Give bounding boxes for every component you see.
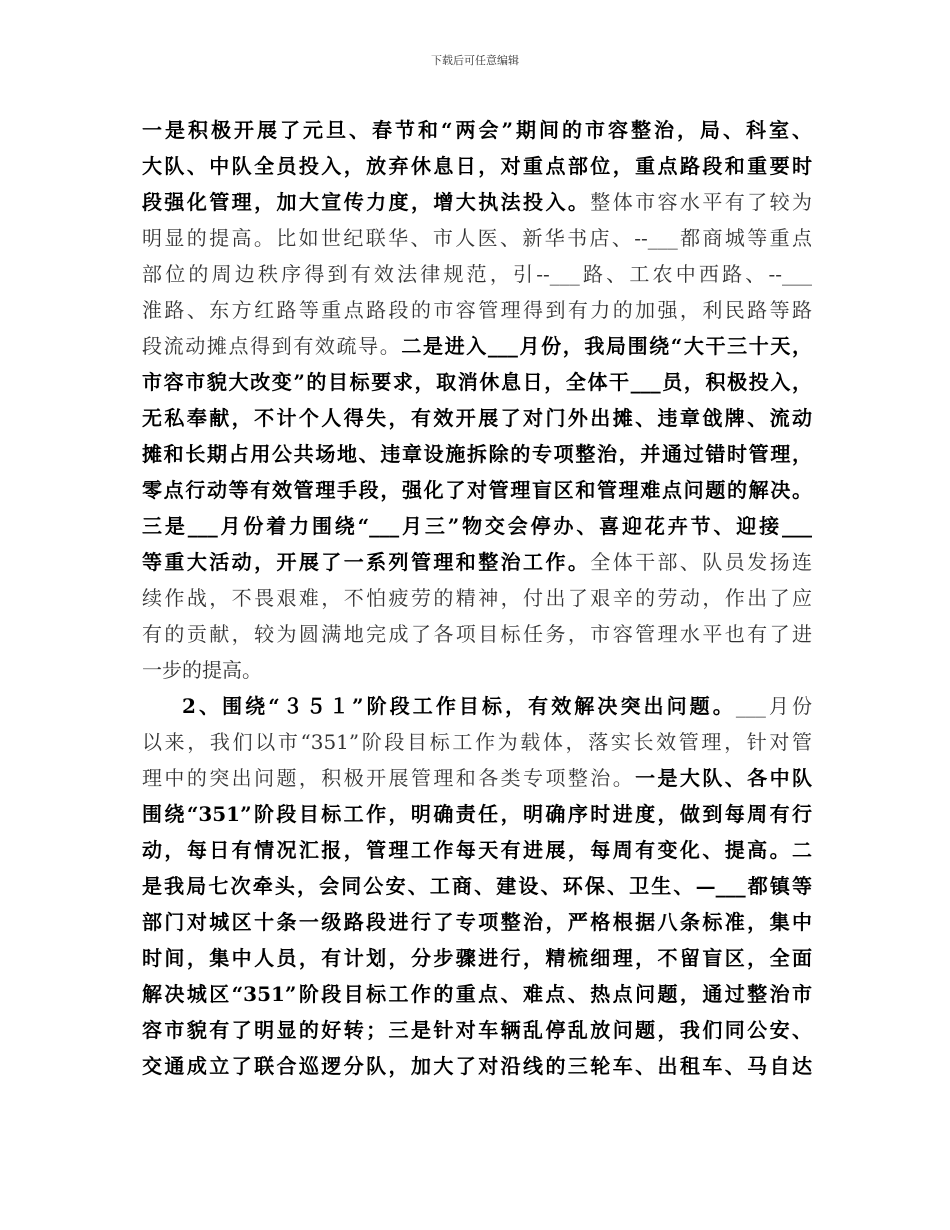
text-segment: 理中的突出问题，积极开展管理和各类专项整治。 [142, 766, 636, 790]
text-line [142, 652, 812, 688]
text-segment: 一步的提高。 [142, 658, 262, 682]
text-line [142, 292, 812, 328]
text-line [142, 832, 812, 868]
bold-text-segment: 市容市貌大改变”的目标要求，取消休息日，全体干___员，积极投入， [142, 370, 812, 394]
text-line [142, 256, 812, 292]
text-line [142, 724, 812, 760]
bold-text-segment: 动，每日有情况汇报，管理工作每天有进展，每周有变化、提高。二 [142, 838, 812, 862]
bold-text-segment: 三是___月份着力围绕“___月三”物交会停办、喜迎花卉节、迎接___ [142, 514, 812, 538]
text-line [142, 328, 812, 364]
bold-text-segment: 交通成立了联合巡逻分队，加大了对沿线的三轮车、出租车、马自达 [142, 1054, 812, 1078]
text-line [142, 112, 812, 148]
text-segment: 淮路、东方红路等重点路段的市容管理得到有力的加强，利民路等路 [142, 298, 812, 322]
text-line [142, 544, 812, 580]
text-line [142, 436, 812, 472]
text-line [142, 400, 812, 436]
bold-text-segment: 二是进入___月份，我局围绕“大干三十天， [401, 334, 813, 358]
text-line [142, 1012, 812, 1048]
text-line [142, 796, 812, 832]
text-segment: 部位的周边秩序得到有效法律规范，引--___路、工农中西路、--___ [142, 262, 812, 286]
bold-text-segment: 大队、中队全员投入，放弃休息日，对重点部位，重点路段和重要时 [142, 154, 812, 178]
bold-text-segment: 无私奉献，不计个人得失，有效开展了对门外出摊、违章戗牌、流动 [142, 406, 812, 430]
text-line [142, 688, 812, 724]
text-line [142, 1048, 812, 1084]
text-line [142, 148, 812, 184]
text-line [142, 616, 812, 652]
text-line [142, 940, 812, 976]
bold-text-segment: 时间，集中人员，有计划，分步骤进行，精梳细理，不留盲区，全面 [142, 946, 812, 970]
bold-text-segment: 段强化管理，加大宣传力度，增大执法投入。 [142, 190, 591, 214]
text-segment: 明显的提高。比如世纪联华、市人医、新华书店、--___都商城等重点 [142, 226, 812, 250]
text-line [142, 364, 812, 400]
text-line [142, 184, 812, 220]
bold-text-segment: 部门对城区十条一级路段进行了专项整治，严格根据八条标准，集中 [142, 910, 812, 934]
text-segment: 续作战，不畏艰难，不怕疲劳的精神，付出了艰辛的劳动，作出了应 [142, 586, 812, 610]
text-line [142, 220, 812, 256]
document-body [142, 112, 812, 1084]
text-segment: 有的贡献，较为圆满地完成了各项目标任务，市容管理水平也有了进 [142, 622, 812, 646]
text-line [142, 508, 812, 544]
text-line [142, 472, 812, 508]
bold-text-segment: 围绕“351”阶段目标工作，明确责任，明确序时进度，做到每周有行 [142, 802, 812, 826]
bold-text-segment: 一是积极开展了元旦、春节和“两会”期间的市容整治，局、科室、 [142, 118, 812, 142]
bold-text-segment: 2、围绕“３５１”阶段工作目标，有效解决突出问题。 [182, 694, 736, 718]
text-line [142, 904, 812, 940]
text-segment: ___月份 [735, 694, 812, 718]
text-segment: 整体市容水平有了较为 [590, 190, 813, 214]
text-line [142, 868, 812, 904]
bold-text-segment: 一是大队、各中队 [635, 766, 813, 790]
text-segment: 全体干部、队员发扬连 [590, 550, 813, 574]
page-header: 下载后可任意编辑 [431, 54, 519, 67]
bold-text-segment: 摊和长期占用公共场地、违章设施拆除的专项整治，并通过错时管理， [142, 442, 812, 466]
text-line [142, 976, 812, 1012]
text-segment: 以来，我们以市“351”阶段目标工作为载体，落实长效管理，针对管 [142, 730, 812, 754]
bold-text-segment: 是我局七次牵头，会同公安、工商、建设、环保、卫生、—___都镇等 [142, 874, 812, 898]
bold-text-segment: 解决城区“351”阶段目标工作的重点、难点、热点问题，通过整治市 [142, 982, 812, 1006]
bold-text-segment: 容市貌有了明显的好转；三是针对车辆乱停乱放问题，我们同公安、 [142, 1018, 812, 1042]
text-line [142, 760, 812, 796]
text-segment: 段流动摊点得到有效疏导。 [142, 334, 402, 358]
bold-text-segment: 等重大活动，开展了一系列管理和整治工作。 [142, 550, 591, 574]
bold-text-segment: 零点行动等有效管理手段，强化了对管理盲区和管理难点问题的解决。 [142, 478, 812, 502]
text-line [142, 580, 812, 616]
